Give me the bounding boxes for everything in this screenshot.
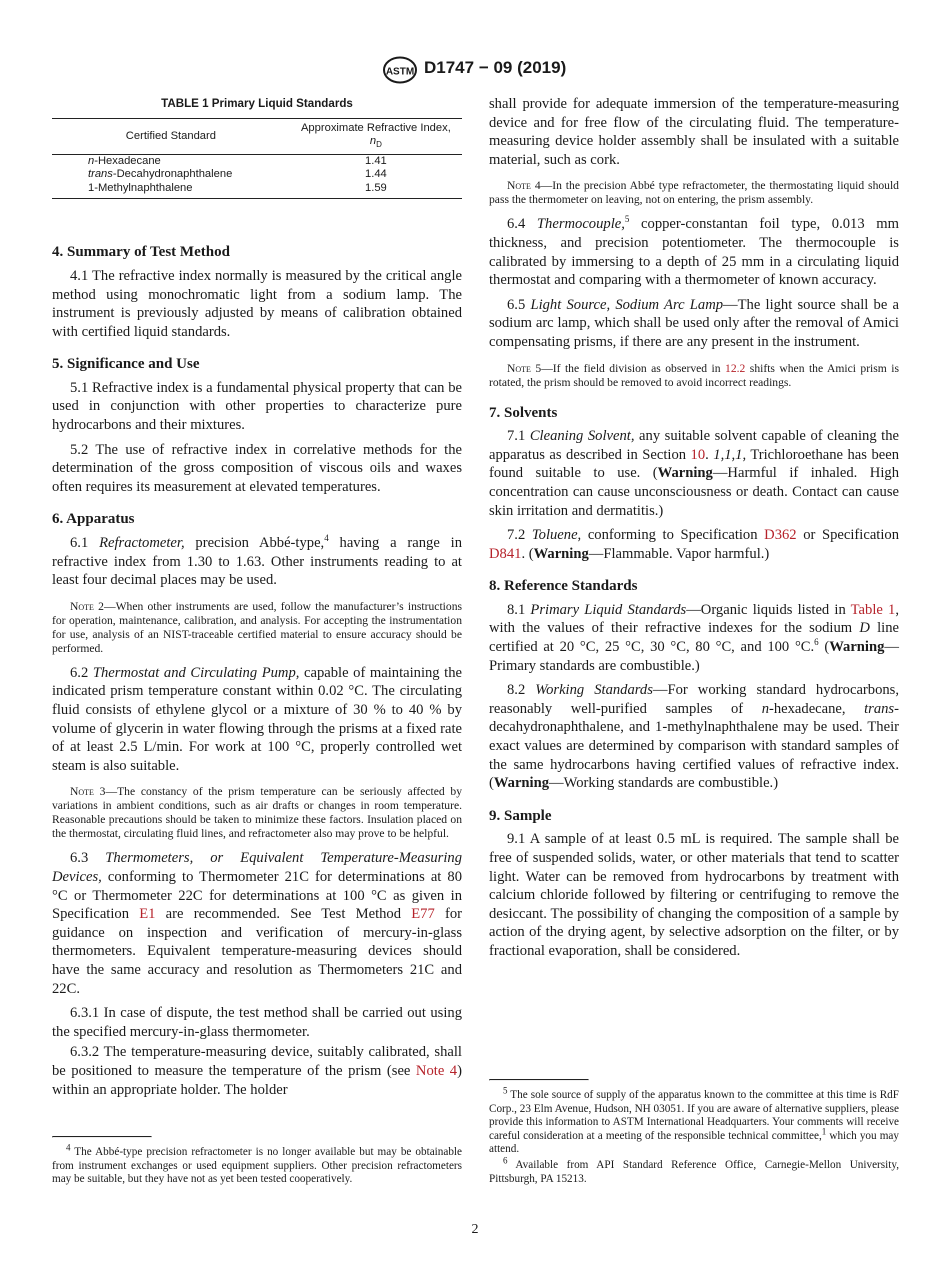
link-note-4[interactable]: Note 4 [415, 1062, 458, 1079]
astm-logo-icon [382, 56, 418, 84]
link-e1[interactable]: E1 [139, 906, 156, 923]
para-7-1: 7.1 Cleaning Solvent, any suitable solvent capable of cleaning the apparatus as described in Section 10. 1,1,1, Trichloroethane has been found suitable to use. (Warning—Harmful if inhaled. High concentration can cause unconsciousness or death. Contact can cause skin irritation and dermatitis.) [489, 428, 899, 519]
section-4-heading: 4. Summary of Test Method [52, 244, 230, 261]
table-1 [52, 95, 462, 199]
link-12-2[interactable]: 12.2 [725, 361, 746, 375]
footnote-ref-4[interactable]: 4 [324, 533, 329, 544]
para-6-2: 6.2 Thermostat and Circulating Pump, capable of maintaining the indicated prism temperature constant within 0.02 °C. The circulating fluid consists of ethylene glycol or a mixture of 30 % to 40 % by volume of glycerin in water flowing through the prisms at a fixed rate of at least 2.5 L/min. For work at 100 °C, properly controlled wet steam is also suitable. [52, 664, 463, 774]
standard-name: -Decahydronaphthalene [112, 168, 233, 181]
left-footnotes [52, 1136, 462, 1187]
section-8-heading: 8. Reference Standards [489, 578, 638, 595]
table-header-row [52, 118, 462, 154]
link-table-1[interactable]: Table 1 [850, 601, 896, 618]
para-6-3-2-continued: shall provide for adequate immersion of the temperature-measuring device and for free flow of the circulating fluid. The temperature-measuring device holder assembly shall be insulated with a suitable material, such as cork. [489, 96, 899, 168]
logo-text: ASTM [385, 66, 415, 78]
para-8-1: 8.1 Primary Liquid Standards—Organic liquids listed in Table 1, with the values of their refractive indexes for the sodium D line certified at 20 °C, 25 °C, 30 °C, 80 °C, and 100 °C.$^6$ (Warning—Primary standards are combustible.) [489, 601, 899, 674]
section-7-heading: 7. Solvents [489, 404, 558, 421]
right-footnotes [489, 1079, 899, 1186]
footnote-ref-6[interactable]: 6 [814, 637, 819, 648]
table-cell-index: 1.41 [365, 154, 387, 167]
note-5: Note 5—If the field division as observed in 12.2 shifts when the Amici prism is rotated, the prism should be removed to avoid incorrect readings. [489, 361, 899, 389]
standard-name: 1-Methylnaphthalene [88, 181, 193, 194]
para-6-3-1: 6.3.1 In case of dispute, the test method shall be carried out using the specified mercury-in-glass thermometer. [52, 1005, 462, 1040]
para-6-1: 6.1 Refractometer, precision Abbé-type,$^4$ having a range in refractive index from 1.30 to 1.63. Other instruments reading to at least four decimal places may be used. [52, 533, 462, 589]
link-e77[interactable]: E77 [411, 906, 435, 923]
link-section-10[interactable]: 10 [690, 446, 706, 463]
note-4: Note 4—In the precision Abbé type refractometer, the thermostating liquid should pass the thermometer on leaving, not on entering, the prism assembly. [489, 179, 899, 207]
section-6-heading: 6. Apparatus [52, 511, 135, 528]
left-column [52, 95, 463, 1186]
table-row [52, 168, 462, 182]
link-d362[interactable]: D362 [764, 527, 797, 544]
col-header-index [290, 118, 462, 154]
table-row [52, 182, 462, 199]
table-cell-index: 1.44 [365, 168, 387, 181]
table-title: TABLE 1 Primary Liquid Standards [161, 97, 353, 110]
para-8-2: 8.2 Working Standards—For working standard hydrocarbons, reasonably well-purified samples of n-hexadecane, trans-decahydronaphthalene, and 1-methylnaphthalene may be used. Their exact values are determined by comparison with standard samples of the same hydrocarbons having certified values of refractive index. (Warning—Working standards are combustible.) [489, 682, 899, 792]
table-row [52, 154, 462, 168]
table-cell-standard [52, 182, 290, 199]
footnote-6: $^6$ Available from API Standard Reference Office, Carnegie-Mellon University, Pittsburgh, PA 15213. [489, 1155, 899, 1185]
col-header-index-label: Approximate Refractive Index, [300, 121, 451, 134]
footnote-rule [489, 1079, 589, 1081]
para-6-3-2: 6.3.2 The temperature-measuring device, suitably calibrated, shall be positioned to measure the temperature of the prism (see Note 4) within an appropriate holder. The holder [52, 1044, 462, 1098]
page-header [0, 56, 950, 86]
standard-prefix: n [88, 154, 95, 167]
standard-prefix: trans [88, 168, 113, 181]
footnote-rule [52, 1136, 152, 1138]
section-5-heading: 5. Significance and Use [52, 356, 200, 373]
note-2: Note 2—When other instruments are used, follow the manufacturer’s instructions for operation, maintenance, calibration, and analysis. For accepting the instrumentation for use, analysis of an NIST-traceable certified material to ensure accuracy should be performed. [52, 599, 463, 655]
para-6-5: 6.5 Light Source, Sodium Arc Lamp—The light source shall be a sodium arc lamp, which shall be used only after the removal of Amici compensating prisms, if there are any present in the instrument. [489, 296, 900, 350]
para-9-1: 9.1 A sample of at least 0.5 mL is required. The sample shall be free of suspended solids, water, or other materials that tend to scatter light. Water can be removed from hydrocarbons by treatment with calcium chloride followed by filtering or centrifuging to remove the desiccant. The possibility of changing the composition of a sample by action of the drying agent, by selective adsorption on the filter, or by fractional evaporation, shall be considered. [489, 831, 899, 959]
page-number: 2 [471, 1222, 479, 1237]
para-5-1: 5.1 Refractive index is a fundamental physical property that can be used in conjunction with other properties to characterize pure hydrocarbons and their mixtures. [52, 379, 462, 434]
para-7-2: 7.2 Toluene, conforming to Specification D362 or Specification D841. (Warning—Flammable. Vapor harmful.) [489, 527, 900, 562]
para-6-3: 6.3 Thermometers, or Equivalent Temperature-Measuring Devices, conforming to Thermometer 21C for determinations at 80 °C or Thermometer 22C for determinations at 100 °C as given in Specification E1 are recommended. See Test Method E77 for guidance on inspection and verification of mercury-in-glass thermometers. Equivalent temperature-measuring devices should have the same accuracy and resolution as Thermometers 21C and 22C. [52, 850, 463, 997]
para-6-4: 6.4 Thermocouple,$^5$ copper-constantan foil type, 0.013 mm thickness, and precision potentiometer. The thermocouple is calibrated by immersing to a depth of 25 mm in a circulating liquid thermostat and comparing with a thermometer of known accuracy. [489, 214, 899, 289]
col-header-index-sub: D [376, 139, 382, 149]
document-designation: D1747 − 09 (2019) [424, 58, 567, 77]
footnote-4: $^4$ The Abbé-type precision refractometer is no longer available but may be obtainable from instrument exchanges or used equipment suppliers. Other precision refractometers may be suitable, but they have not as yet been tested cooperatively. [52, 1142, 462, 1186]
standard-name: -Hexadecane [94, 154, 161, 167]
col-header-index-symbol: n [369, 134, 377, 147]
section-9-heading: 9. Sample [489, 807, 552, 824]
footnote-5: $^5$ The sole source of supply of the apparatus known to the committee at this time is RdF Corp., 23 Elm Avenue, Hudson, NH 03051. If you are aware of alternative suppliers, please provide this information to ASTM International Headquarters. Your comments will receive careful consideration at a meeting of the responsible technical committee,$^1$ which you may attend. [489, 1085, 899, 1156]
table-cell-standard [52, 154, 290, 168]
para-4-1: 4.1 The refractive index normally is measured by the critical angle method using monochromatic light from a sodium lamp. The instrument is previously adjusted by means of calibration obtained with certified liquid standards. [52, 267, 462, 340]
table-cell-standard [52, 168, 290, 182]
para-5-2: 5.2 The use of refractive index in correlative methods for the determination of the gross composition of viscous oils and waxes often requires its measurement at elevated temperatures. [52, 441, 462, 495]
primary-liquid-standards-table [52, 118, 462, 200]
link-d841[interactable]: D841 [489, 545, 522, 562]
table-cell-index: 1.59 [290, 182, 462, 199]
footnote-ref-5[interactable]: 5 [624, 214, 630, 225]
right-column [489, 95, 900, 1185]
note-3: Note 3—The constancy of the prism temperature can be seriously affected by variations in ambient conditions, such as air drafts or changes in room temperature. Reasonable precautions should be taken to minimize these factors. Insulation placed on the thermostat, circulating fluid lines, and refractometer also may prove to be helpful. [52, 785, 463, 841]
col-header-standard: Certified Standard [125, 129, 216, 142]
